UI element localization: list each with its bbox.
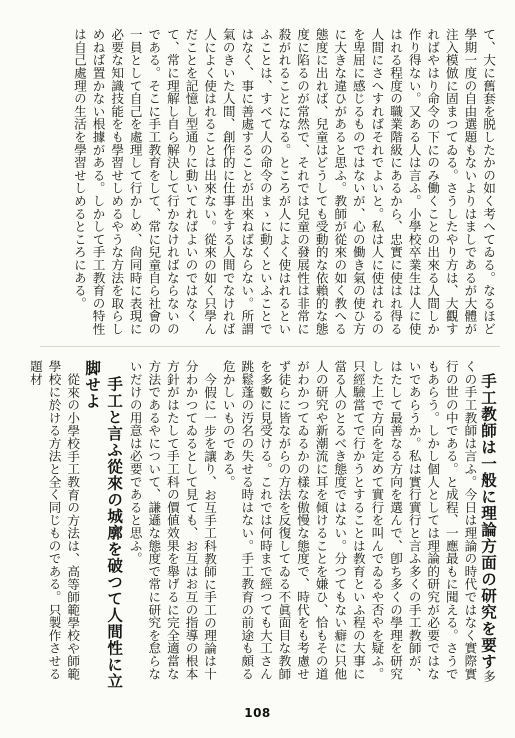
page-number: 108	[244, 706, 271, 720]
section-divider	[40, 346, 500, 347]
section-heading: 手工教師は一般に理論方面の研究を要す	[479, 372, 497, 670]
paragraph: 今假に一步を讓り、お互手工科教師に手工の理論は十分わかつてゐるとして見ても、お互はお互の指導の根本方針がはたして手工科の價値效果を舉げるに完全適當な方法であるやについて、謙遜な態度で常に研究を怠らないだけの用意は必要であると思ふ。	[127, 360, 218, 680]
paragraph-text: 多くの手工教師は言ふ。今日は理論の時代ではなく實際實行の世の中である。と成程、一應最もに聞える。さうでもあらう。しかし個人としては理論的研究が必要ではないであらうか。私は實行實行と言ふ多くの手工教師が、はたして最善なる方向を選んで、卽ち多くの學理を研究した上で方向を定めて實行を叫んでゐるや否やを疑ふ。只經驗當てで行かうとすることは教育といふ程の大事に當る人のとるべき態度ではない。分つてもない癖に只他人の研究や新潮流に耳を傾けることを嫌ひ、恰もその道がわかつてゐるかの樣な傲慢な態度で、時代をも考慮せず徒らに皆ながらの方法を反復してゐる不眞面目な教師を多數に見受ける。これでは何時まで經つても大工さん跳鬆蓬の汚名の失せる時はない。手工教育の前途も頗る危かしいものである。	[220, 360, 496, 683]
bottom-text-section	[27, 360, 497, 690]
paragraph: 從來の小學校手工教育の方法は、高等師範學校や師範學校に於ける方法と全く同じものである。只製作させる題材	[27, 360, 81, 680]
top-text-section	[42, 28, 497, 338]
section-heading: 手工と言ふ從來の城廓を破つて人間性に立脚せよ	[83, 360, 124, 689]
paragraph	[218, 360, 497, 690]
paragraph: て、大に舊套を脱したかの如く考へてゐる。なるほど學期一度の自由選題もないよりはましであるが大體が注入模倣に固まつてゐる。さうしたやり方は、大觀すればやはり命令の下にのみ働くことの出來る人間しか作り得ない。又ある人は言ふ。小學校卒業生は人に使はれる程度の職業階級にあるから、忠實に使はれ得る人間にさへすればそれでよいと。私は人に使はれるのを卑屈に感じるものではないが、心の働き氣の使ひ方に大きな違ひがあると思ふ。教師が從來の如く教へる態度に出れば、兒童はどうしても受動的な依賴的な態度に陷るのが常然で、それでは兒童の發展性は非常に殺がれることになる。ところが人によく使はれるといふことは、すべて人の命令のまゝに動くといふことではなく、事に善處することが出來ねばならない。所謂氣のきいた人間、創作的に仕事をする人間でなければ人によく使はれることは出來ない。從來の如く只學んだことを記憶し型通りに動いてればよいのではなくて、常に理解し自ら解決して行かなければならないのである。そこに手工教育をして、常に兒童自ら社會の一員として自己を處理して行かしめ、尙同時に表現に必要な知識技能をも學習せしめるやうな方法を取らしめねば置かない根據がある。しかして手工教育の特性は自己處理の生活を學習せしめるところにある。	[71, 28, 496, 336]
